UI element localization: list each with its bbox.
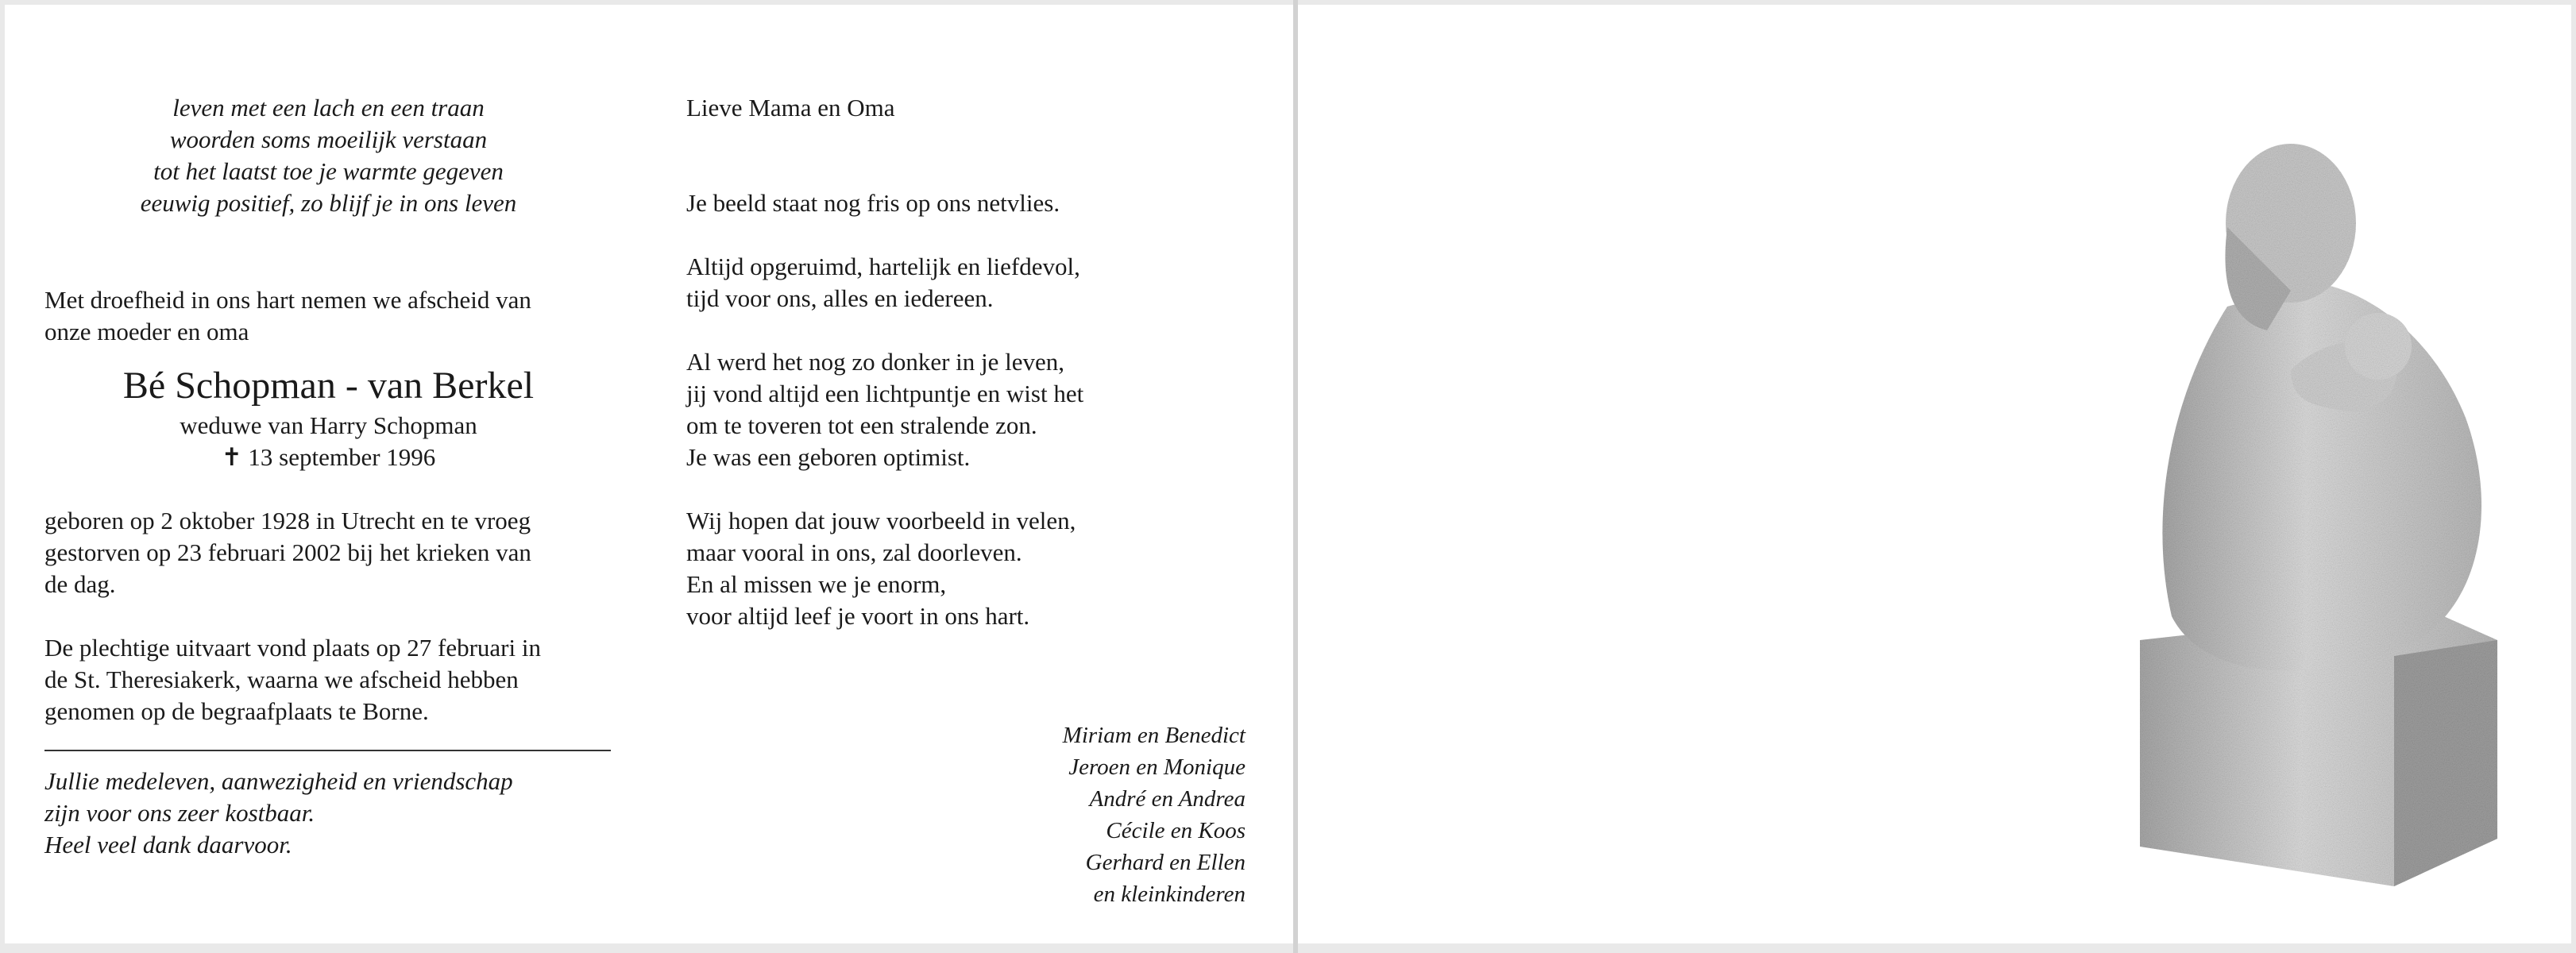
- signature-line: Cécile en Koos: [1106, 818, 1246, 843]
- signature-line: André en Andrea: [1089, 786, 1246, 812]
- birth-line: de dag.: [44, 570, 116, 598]
- letter-paragraph: [686, 187, 1258, 219]
- letter-line: voor altijd leef je voort in ons hart.: [686, 602, 1030, 630]
- letter-line: Altijd opgeruimd, hartelijk en liefdevol,: [686, 253, 1080, 280]
- thanks-line: Heel veel dank daarvoor.: [44, 831, 292, 858]
- funeral-line: genomen op de begraafplaats te Borne.: [44, 697, 429, 725]
- intro-line: Met droefheid in ons hart nemen we afscheid van: [44, 286, 531, 314]
- letter-paragraph: [686, 505, 1258, 632]
- memorial-card-inside: [5, 5, 1295, 943]
- signature-line: Gerhard en Ellen: [1085, 850, 1246, 875]
- husband-death-date: ✝ 13 september 1996: [221, 443, 436, 471]
- letter-line: En al missen we je enorm,: [686, 570, 947, 598]
- thanks-line: Jullie medeleven, aanwezigheid en vriendschap: [44, 767, 513, 795]
- birth-line: geboren op 2 oktober 1928 in Utrecht en te vroeg: [44, 507, 531, 534]
- thanks-text: [44, 766, 612, 861]
- letter-paragraph: [686, 346, 1258, 473]
- poem: [44, 92, 612, 219]
- family-signatures: [1063, 720, 1246, 910]
- poem-line: tot het laatst toe je warmte gegeven: [153, 157, 504, 185]
- letter-salutation: Lieve Mama en Oma: [686, 94, 895, 122]
- letter-line: jij vond altijd een lichtpuntje en wist het: [686, 380, 1084, 407]
- left-column: [44, 92, 612, 861]
- letter-line: Je beeld staat nog fris op ons netvlies.: [686, 189, 1060, 217]
- mother-child-statue-image: [2053, 132, 2561, 894]
- letter-paragraph: [686, 251, 1258, 314]
- birth-death-text: [44, 505, 612, 600]
- letter-line: om te toveren tot een stralende zon.: [686, 411, 1037, 439]
- divider: [44, 750, 611, 751]
- poem-line: leven met een lach en een traan: [172, 94, 485, 122]
- letter-line: Wij hopen dat jouw voorbeeld in velen,: [686, 507, 1076, 534]
- intro-text: [44, 284, 612, 348]
- letter-line: Je was een geboren optimist.: [686, 443, 971, 471]
- poem-line: woorden soms moeilijk verstaan: [169, 125, 488, 153]
- signature-line: en kleinkinderen: [1093, 882, 1246, 907]
- poem-line: eeuwig positief, zo blijf je in ons leven: [140, 189, 517, 217]
- signature-line: Miriam en Benedict: [1062, 723, 1246, 748]
- letter-line: Al werd het nog zo donker in je leven,: [686, 348, 1065, 376]
- funeral-text: [44, 632, 612, 727]
- widow-line: weduwe van Harry Schopman: [180, 411, 477, 439]
- funeral-line: De plechtige uitvaart vond plaats op 27 februari in: [44, 634, 541, 662]
- funeral-line: de St. Theresiakerk, waarna we afscheid hebben: [44, 666, 519, 693]
- thanks-line: zijn voor ons zeer kostbaar.: [44, 799, 315, 827]
- letter-line: maar vooral in ons, zal doorleven.: [686, 538, 1022, 566]
- letter-column: [686, 92, 1258, 632]
- letter-line: tijd voor ons, alles en iedereen.: [686, 284, 994, 312]
- deceased-name: Bé Schopman - van Berkel: [122, 365, 535, 407]
- intro-line: onze moeder en oma: [44, 318, 249, 345]
- memorial-card-front: [1298, 5, 2571, 943]
- signature-line: Jeroen en Monique: [1068, 754, 1246, 780]
- birth-line: gestorven op 23 februari 2002 bij het krieken van: [44, 538, 531, 566]
